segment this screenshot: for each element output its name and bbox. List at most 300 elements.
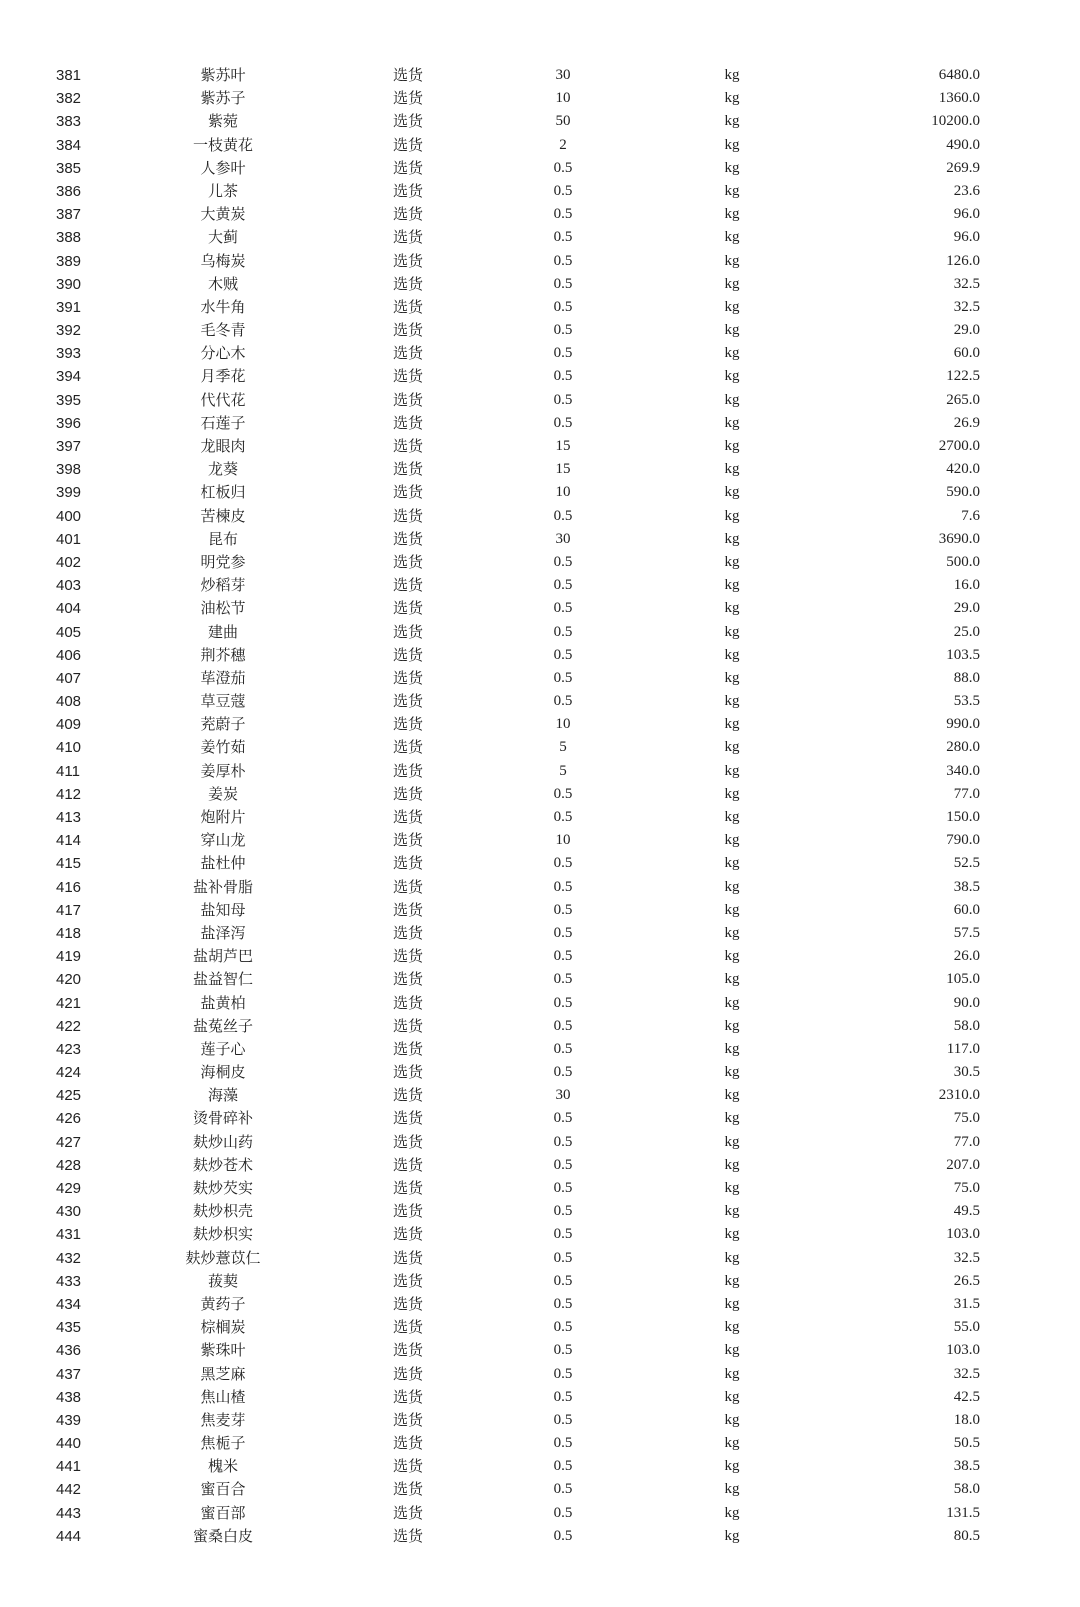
row-number: 388 — [56, 229, 82, 247]
amount: 3690.0 — [938, 530, 980, 547]
amount: 490.0 — [946, 136, 980, 153]
amount: 49.5 — [953, 1203, 980, 1220]
row-number: 381 — [56, 67, 82, 84]
herb-name: 海桐皮 — [200, 1063, 246, 1082]
amount: 265.0 — [946, 391, 980, 408]
quantity: 0.5 — [553, 1156, 573, 1173]
amount: 103.5 — [946, 646, 980, 663]
amount: 38.5 — [953, 878, 980, 895]
herb-name: 石莲子 — [200, 413, 246, 432]
amount: 30.5 — [953, 1064, 980, 1081]
grade: 选货 — [392, 970, 423, 989]
quantity: 2 — [559, 136, 567, 153]
row-number: 406 — [56, 646, 82, 664]
grade: 选货 — [392, 112, 423, 131]
amount: 131.5 — [946, 1504, 980, 1521]
table-row — [40, 134, 1020, 157]
row-number: 417 — [56, 901, 82, 919]
amount: 32.5 — [953, 298, 980, 315]
amount: 77.0 — [953, 785, 980, 802]
unit: kg — [724, 994, 740, 1011]
unit: kg — [724, 1342, 740, 1359]
quantity: 0.5 — [553, 600, 573, 617]
amount: 57.5 — [953, 924, 980, 941]
herb-name: 月季花 — [200, 367, 246, 386]
row-number: 434 — [56, 1295, 82, 1313]
quantity: 0.5 — [553, 206, 573, 223]
unit: kg — [724, 1411, 740, 1428]
row-number: 425 — [56, 1087, 82, 1105]
unit: kg — [724, 1481, 740, 1498]
quantity: 0.5 — [553, 1365, 573, 1382]
row-number: 437 — [56, 1365, 82, 1383]
grade: 选货 — [392, 181, 423, 200]
amount: 42.5 — [953, 1388, 980, 1405]
quantity: 0.5 — [553, 994, 573, 1011]
amount: 96.0 — [953, 206, 980, 223]
table-row — [40, 1386, 1020, 1409]
unit: kg — [724, 113, 740, 130]
table-row — [40, 806, 1020, 829]
grade: 选货 — [392, 1086, 423, 1105]
table-row — [40, 922, 1020, 945]
grade: 选货 — [392, 1294, 423, 1313]
amount: 52.5 — [953, 855, 980, 872]
table-row — [40, 968, 1020, 991]
quantity: 5 — [559, 739, 567, 756]
row-number: 439 — [56, 1411, 82, 1429]
unit: kg — [724, 530, 740, 547]
grade: 选货 — [392, 413, 423, 432]
herb-name: 蜜百合 — [200, 1480, 246, 1499]
amount: 80.5 — [953, 1527, 980, 1544]
herb-name: 杠板归 — [200, 483, 246, 502]
row-number: 390 — [56, 275, 82, 293]
table-row — [40, 296, 1020, 319]
unit: kg — [724, 669, 740, 686]
herb-name: 盐菟丝子 — [192, 1016, 253, 1035]
herb-name: 海藻 — [207, 1086, 238, 1105]
unit: kg — [724, 1319, 740, 1336]
quantity: 0.5 — [553, 1411, 573, 1428]
unit: kg — [724, 90, 740, 107]
grade: 选货 — [392, 784, 423, 803]
grade: 选货 — [392, 552, 423, 571]
table-row — [40, 945, 1020, 968]
amount: 38.5 — [953, 1458, 980, 1475]
row-number: 438 — [56, 1388, 82, 1406]
row-number: 412 — [56, 785, 82, 803]
table-row — [40, 412, 1020, 435]
unit: kg — [724, 600, 740, 617]
grade: 选货 — [392, 344, 423, 363]
grade: 选货 — [392, 576, 423, 595]
quantity: 0.5 — [553, 1064, 573, 1081]
unit: kg — [724, 1388, 740, 1405]
herb-name: 盐胡芦巴 — [192, 947, 253, 966]
herb-name: 明党参 — [200, 552, 246, 571]
amount: 18.0 — [953, 1411, 980, 1428]
unit: kg — [724, 438, 740, 454]
table-row — [40, 1015, 1020, 1038]
amount: 29.0 — [953, 322, 980, 339]
row-number: 426 — [56, 1110, 82, 1128]
table-row — [40, 87, 1020, 110]
table-row — [40, 1363, 1020, 1386]
quantity: 15 — [555, 461, 571, 478]
quantity: 0.5 — [553, 1110, 573, 1127]
grade: 选货 — [392, 993, 423, 1012]
unit: kg — [724, 252, 740, 269]
grade: 选货 — [392, 205, 423, 224]
unit: kg — [724, 901, 740, 918]
grade: 选货 — [392, 900, 423, 919]
grade: 选货 — [392, 297, 423, 316]
row-number: 389 — [56, 252, 82, 270]
unit: kg — [724, 275, 740, 292]
row-number: 416 — [56, 878, 82, 896]
unit: kg — [724, 1272, 740, 1289]
table-row — [40, 110, 1020, 133]
table-row — [40, 1177, 1020, 1200]
herb-name: 盐补骨脂 — [192, 877, 253, 896]
amount: 103.0 — [946, 1226, 980, 1243]
quantity: 5 — [559, 762, 567, 779]
quantity: 0.5 — [553, 182, 573, 199]
table-row — [40, 1084, 1020, 1107]
unit: kg — [724, 1133, 740, 1150]
quantity: 0.5 — [553, 1504, 573, 1521]
herb-name: 紫珠叶 — [200, 1341, 246, 1360]
quantity: 0.5 — [553, 693, 573, 710]
grade: 选货 — [392, 228, 423, 247]
row-number: 444 — [56, 1527, 82, 1545]
row-number: 408 — [56, 693, 82, 711]
row-number: 414 — [56, 832, 82, 850]
unit: kg — [724, 298, 740, 315]
quantity: 0.5 — [553, 1527, 573, 1544]
amount: 32.5 — [953, 1365, 980, 1382]
table-row — [40, 273, 1020, 296]
table-row — [40, 1223, 1020, 1246]
row-number: 441 — [56, 1458, 82, 1476]
table-row — [40, 829, 1020, 852]
herb-name: 荆芥穗 — [200, 645, 246, 664]
quantity: 10 — [555, 832, 571, 849]
quantity: 0.5 — [553, 1319, 573, 1336]
herb-name: 代代花 — [200, 390, 246, 409]
table-row — [40, 1154, 1020, 1177]
table-row — [40, 1270, 1020, 1293]
table-row — [40, 203, 1020, 226]
quantity: 0.5 — [553, 878, 573, 895]
row-number: 405 — [56, 623, 82, 641]
table-row — [40, 783, 1020, 806]
row-number: 382 — [56, 90, 82, 108]
unit: kg — [724, 855, 740, 872]
herb-name: 茺蔚子 — [200, 715, 246, 734]
unit: kg — [724, 1249, 740, 1266]
grade: 选货 — [392, 437, 423, 455]
amount: 31.5 — [953, 1295, 980, 1312]
amount: 6480.0 — [938, 67, 980, 83]
grade: 选货 — [392, 1248, 423, 1267]
grade: 选货 — [392, 321, 423, 340]
herb-name: 盐杜仲 — [200, 854, 246, 873]
quantity: 0.5 — [553, 809, 573, 825]
row-number: 432 — [56, 1249, 82, 1267]
row-number: 442 — [56, 1481, 82, 1499]
grade: 选货 — [392, 1434, 423, 1453]
unit: kg — [724, 1295, 740, 1312]
herb-name: 炒稻芽 — [200, 576, 246, 595]
grade: 选货 — [392, 854, 423, 873]
row-number: 391 — [56, 298, 82, 316]
herb-name: 一枝黄花 — [192, 135, 253, 154]
row-number: 413 — [56, 809, 82, 826]
grade: 选货 — [392, 1109, 423, 1128]
quantity: 0.5 — [553, 1180, 573, 1196]
table-row — [40, 1339, 1020, 1362]
herb-name: 紫菀 — [207, 112, 238, 131]
quantity: 0.5 — [553, 1226, 573, 1243]
row-number: 410 — [56, 739, 82, 757]
quantity: 0.5 — [553, 924, 573, 941]
grade: 选货 — [392, 506, 423, 525]
quantity: 0.5 — [553, 252, 573, 269]
table-row — [40, 319, 1020, 342]
amount: 58.0 — [953, 1481, 980, 1498]
quantity: 0.5 — [553, 971, 573, 988]
table-row — [40, 528, 1020, 551]
amount: 117.0 — [946, 1040, 980, 1057]
unit: kg — [724, 159, 740, 176]
unit: kg — [724, 924, 740, 941]
table-row — [40, 1200, 1020, 1223]
amount: 10200.0 — [931, 113, 980, 130]
amount: 269.9 — [946, 159, 980, 176]
row-number: 423 — [56, 1040, 82, 1058]
herb-name: 盐泽泻 — [200, 923, 246, 942]
quantity: 0.5 — [553, 553, 573, 570]
herb-name: 麸炒苍术 — [192, 1155, 253, 1174]
table-row — [40, 621, 1020, 644]
herb-name: 麸炒芡实 — [192, 1179, 253, 1197]
herb-name: 大蓟 — [207, 228, 238, 247]
table-row — [40, 180, 1020, 203]
herb-name: 棕榈炭 — [200, 1318, 246, 1337]
row-number: 393 — [56, 345, 82, 363]
row-number: 398 — [56, 461, 82, 479]
unit: kg — [724, 1527, 740, 1544]
herb-name: 草豆蔻 — [200, 692, 246, 711]
quantity: 0.5 — [553, 1388, 573, 1405]
unit: kg — [724, 1040, 740, 1057]
herb-name: 龙眼肉 — [200, 437, 246, 455]
table-row — [40, 713, 1020, 736]
herb-name: 麸炒山药 — [192, 1132, 253, 1151]
table-row — [40, 1478, 1020, 1501]
unit: kg — [724, 1017, 740, 1034]
grade: 选货 — [392, 715, 423, 734]
unit: kg — [724, 1203, 740, 1220]
amount: 26.5 — [953, 1272, 980, 1289]
unit: kg — [724, 1156, 740, 1173]
herb-name: 麸炒枳壳 — [192, 1202, 253, 1221]
amount: 32.5 — [953, 1249, 980, 1266]
herb-name: 麸炒薏苡仁 — [185, 1248, 261, 1267]
grade: 选货 — [392, 947, 423, 966]
row-number: 399 — [56, 484, 82, 502]
amount: 75.0 — [953, 1110, 980, 1127]
quantity: 30 — [555, 530, 571, 547]
quantity: 0.5 — [553, 298, 573, 315]
unit: kg — [724, 646, 740, 663]
row-number: 433 — [56, 1272, 82, 1290]
unit: kg — [724, 809, 740, 825]
amount: 340.0 — [946, 762, 980, 779]
herb-name: 建曲 — [207, 622, 238, 641]
quantity: 0.5 — [553, 391, 573, 408]
grade: 选货 — [392, 1132, 423, 1151]
amount: 32.5 — [953, 275, 980, 292]
table-row — [40, 1525, 1020, 1548]
table-row — [40, 597, 1020, 620]
grade: 选货 — [392, 808, 423, 826]
row-number: 395 — [56, 391, 82, 409]
unit: kg — [724, 368, 740, 385]
row-number: 427 — [56, 1133, 82, 1151]
row-number: 409 — [56, 716, 82, 734]
amount: 96.0 — [953, 229, 980, 246]
unit: kg — [724, 461, 740, 478]
herb-name: 荜澄茄 — [200, 668, 246, 687]
unit: kg — [724, 1226, 740, 1243]
unit: kg — [724, 832, 740, 849]
table-row — [40, 1502, 1020, 1525]
unit: kg — [724, 206, 740, 223]
quantity: 0.5 — [553, 1295, 573, 1312]
quantity: 0.5 — [553, 345, 573, 362]
table-row — [40, 667, 1020, 690]
grade: 选货 — [392, 668, 423, 687]
unit: kg — [724, 1180, 740, 1196]
table-row — [40, 992, 1020, 1015]
quantity: 10 — [555, 90, 571, 107]
herb-name: 分心木 — [200, 344, 246, 363]
table-row — [40, 1061, 1020, 1084]
row-number: 392 — [56, 322, 82, 340]
grade: 选货 — [392, 460, 423, 479]
quantity: 0.5 — [553, 1342, 573, 1359]
grade: 选货 — [392, 135, 423, 154]
quantity: 0.5 — [553, 1435, 573, 1452]
amount: 60.0 — [953, 901, 980, 918]
row-number: 440 — [56, 1435, 82, 1453]
unit: kg — [724, 1365, 740, 1382]
table-row — [40, 389, 1020, 412]
grade: 选货 — [392, 483, 423, 502]
table-row — [40, 690, 1020, 713]
herb-name: 蜜百部 — [200, 1503, 246, 1522]
herb-name: 紫苏叶 — [200, 66, 246, 84]
herb-name: 盐益智仁 — [192, 970, 253, 989]
table-row — [40, 1131, 1020, 1154]
herb-name: 蜜桑白皮 — [192, 1526, 253, 1545]
amount: 103.0 — [946, 1342, 980, 1359]
row-number: 411 — [56, 762, 80, 780]
amount: 105.0 — [946, 971, 980, 988]
unit: kg — [724, 739, 740, 756]
quantity: 0.5 — [553, 275, 573, 292]
grade: 选货 — [392, 1341, 423, 1360]
grade: 选货 — [392, 831, 423, 850]
quantity: 30 — [555, 1087, 571, 1104]
row-number: 404 — [56, 600, 82, 618]
price-table — [40, 64, 1020, 1548]
quantity: 0.5 — [553, 669, 573, 686]
unit: kg — [724, 971, 740, 988]
table-row — [40, 551, 1020, 574]
amount: 53.5 — [953, 693, 980, 710]
herb-name: 烫骨碎补 — [192, 1109, 253, 1128]
row-number: 435 — [56, 1319, 82, 1337]
grade: 选货 — [392, 1503, 423, 1522]
amount: 26.0 — [953, 948, 980, 965]
quantity: 50 — [555, 113, 571, 130]
unit: kg — [724, 182, 740, 199]
row-number: 407 — [56, 669, 82, 687]
amount: 60.0 — [953, 345, 980, 362]
amount: 58.0 — [953, 1017, 980, 1034]
grade: 选货 — [392, 1364, 423, 1383]
grade: 选货 — [392, 1063, 423, 1082]
herb-name: 昆布 — [207, 529, 238, 548]
grade: 选货 — [392, 1271, 423, 1290]
row-number: 385 — [56, 159, 82, 177]
grade: 选货 — [392, 738, 423, 757]
herb-name: 姜炭 — [207, 784, 238, 803]
herb-name: 穿山龙 — [200, 831, 246, 850]
quantity: 0.5 — [553, 1272, 573, 1289]
unit: kg — [724, 693, 740, 710]
amount: 420.0 — [946, 461, 980, 478]
amount: 7.6 — [961, 507, 980, 524]
grade: 选货 — [392, 1457, 423, 1476]
amount: 88.0 — [953, 669, 980, 686]
unit: kg — [724, 1435, 740, 1452]
amount: 207.0 — [946, 1156, 980, 1173]
quantity: 0.5 — [553, 577, 573, 594]
table-row — [40, 899, 1020, 922]
herb-name: 炮附片 — [200, 808, 246, 826]
grade: 选货 — [392, 923, 423, 942]
grade: 选货 — [392, 1039, 423, 1058]
herb-name: 儿茶 — [207, 181, 238, 200]
amount: 126.0 — [946, 252, 980, 269]
amount: 29.0 — [953, 600, 980, 617]
amount: 55.0 — [953, 1319, 980, 1336]
unit: kg — [724, 67, 740, 83]
row-number: 429 — [56, 1180, 82, 1197]
amount: 280.0 — [946, 739, 980, 756]
row-number: 401 — [56, 530, 82, 548]
herb-name: 盐知母 — [200, 900, 246, 919]
amount: 75.0 — [953, 1180, 980, 1196]
herb-name: 苦楝皮 — [200, 506, 246, 525]
grade: 选货 — [392, 1480, 423, 1499]
table-row — [40, 342, 1020, 365]
